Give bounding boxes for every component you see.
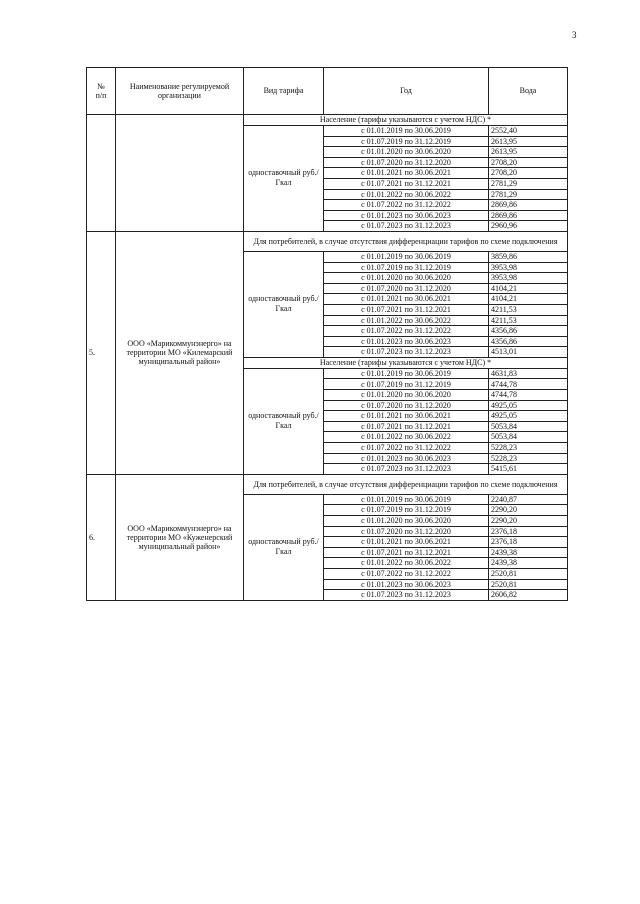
water-value-cell: 2240,87 <box>489 494 568 505</box>
period-cell: с 01.01.2021 по 30.06.2021 <box>324 294 489 305</box>
row-number-cell: 5. <box>87 231 116 474</box>
period-cell: с 01.07.2023 по 31.12.2023 <box>324 464 489 475</box>
header-num: № п/п <box>87 68 116 115</box>
period-cell: с 01.01.2021 по 30.06.2021 <box>324 537 489 548</box>
section-population: Население (тарифы указываются с учетом НДС) * <box>244 115 568 126</box>
water-value-cell: 2781,29 <box>489 178 568 189</box>
tariff-table <box>86 67 568 601</box>
period-cell: с 01.07.2021 по 31.12.2021 <box>324 421 489 432</box>
period-cell: с 01.01.2023 по 30.06.2023 <box>324 336 489 347</box>
period-cell: с 01.07.2022 по 31.12.2022 <box>324 443 489 454</box>
org-name-cell: ООО «Марикоммунэнерго» на территории МО «Куженерский муниципальный район» <box>116 474 244 600</box>
water-value-cell: 3953,98 <box>489 262 568 273</box>
period-cell: с 01.07.2022 по 31.12.2022 <box>324 568 489 579</box>
section-row <box>87 115 568 126</box>
water-value-cell: 4513,01 <box>489 347 568 358</box>
period-cell: с 01.01.2021 по 30.06.2021 <box>324 411 489 422</box>
water-value-cell: 4211,53 <box>489 304 568 315</box>
header-year: Год <box>324 68 489 115</box>
org-name-cell <box>116 115 244 232</box>
water-value-cell: 2376,18 <box>489 526 568 537</box>
header-water: Вода <box>489 68 568 115</box>
water-value-cell: 4356,86 <box>489 326 568 337</box>
period-cell: с 01.01.2020 по 30.06.2020 <box>324 147 489 158</box>
period-cell: с 01.01.2022 по 30.06.2022 <box>324 315 489 326</box>
water-value-cell: 4631,83 <box>489 368 568 379</box>
water-value-cell: 2708,20 <box>489 168 568 179</box>
period-cell: с 01.01.2019 по 30.06.2019 <box>324 368 489 379</box>
water-value-cell: 2869,86 <box>489 200 568 211</box>
water-value-cell: 2606,82 <box>489 590 568 601</box>
water-value-cell: 4925,05 <box>489 411 568 422</box>
water-value-cell: 2552,40 <box>489 126 568 137</box>
period-cell: с 01.01.2022 по 30.06.2022 <box>324 432 489 443</box>
period-cell: с 01.07.2020 по 31.12.2020 <box>324 283 489 294</box>
period-cell: с 01.01.2020 по 30.06.2020 <box>324 390 489 401</box>
row-number-cell: 6. <box>87 474 116 600</box>
water-value-cell: 4104,21 <box>489 283 568 294</box>
water-value-cell: 5415,61 <box>489 464 568 475</box>
water-value-cell: 5228,23 <box>489 443 568 454</box>
water-value-cell: 2376,18 <box>489 537 568 548</box>
tariff-type-cell: одноставочный руб./Гкал <box>244 126 324 232</box>
water-value-cell: 2439,38 <box>489 558 568 569</box>
period-cell: с 01.07.2020 по 31.12.2020 <box>324 157 489 168</box>
period-cell: с 01.01.2022 по 30.06.2022 <box>324 558 489 569</box>
period-cell: с 01.07.2022 по 31.12.2022 <box>324 200 489 211</box>
section-consumers: Для потребителей, в случае отсутствия дифференциации тарифов по схеме подключения <box>244 474 568 494</box>
section-row <box>87 474 568 494</box>
period-cell: с 01.07.2023 по 31.12.2023 <box>324 590 489 601</box>
water-value-cell: 2439,38 <box>489 547 568 558</box>
water-value-cell: 4744,78 <box>489 390 568 401</box>
water-value-cell: 2613,95 <box>489 136 568 147</box>
period-cell: с 01.01.2023 по 30.06.2023 <box>324 210 489 221</box>
header-org: Наименование регулируемой организации <box>116 68 244 115</box>
water-value-cell: 5053,84 <box>489 421 568 432</box>
water-value-cell: 4925,05 <box>489 400 568 411</box>
tariff-type-cell: одноставочный руб./Гкал <box>244 251 324 357</box>
period-cell: с 01.01.2022 по 30.06.2022 <box>324 189 489 200</box>
water-value-cell: 5228,23 <box>489 453 568 464</box>
water-value-cell: 3859,86 <box>489 251 568 262</box>
water-value-cell: 4104,21 <box>489 294 568 305</box>
water-value-cell: 2613,95 <box>489 147 568 158</box>
water-value-cell: 2869,86 <box>489 210 568 221</box>
period-cell: с 01.07.2021 по 31.12.2021 <box>324 178 489 189</box>
org-name-cell: ООО «Марикоммунэнерго» на территории МО «Килемарский муниципальный район» <box>116 231 244 474</box>
tariff-type-cell: одноставочный руб./Гкал <box>244 368 324 474</box>
page-number: 3 <box>572 30 577 40</box>
water-value-cell: 2290,20 <box>489 505 568 516</box>
table-header-row <box>87 68 568 115</box>
water-value-cell: 2708,20 <box>489 157 568 168</box>
water-value-cell: 2960,96 <box>489 221 568 232</box>
period-cell: с 01.07.2022 по 31.12.2022 <box>324 326 489 337</box>
tariff-type-cell: одноставочный руб./Гкал <box>244 494 324 600</box>
period-cell: с 01.01.2023 по 30.06.2023 <box>324 579 489 590</box>
water-value-cell: 3953,98 <box>489 273 568 284</box>
period-cell: с 01.07.2020 по 31.12.2020 <box>324 400 489 411</box>
period-cell: с 01.01.2019 по 30.06.2019 <box>324 494 489 505</box>
period-cell: с 01.01.2019 по 30.06.2019 <box>324 251 489 262</box>
table-body <box>87 115 568 601</box>
period-cell: с 01.07.2019 по 31.12.2019 <box>324 505 489 516</box>
water-value-cell: 2520,81 <box>489 579 568 590</box>
period-cell: с 01.07.2023 по 31.12.2023 <box>324 221 489 232</box>
section-population: Население (тарифы указываются с учетом НДС) * <box>244 357 568 368</box>
period-cell: с 01.01.2020 по 30.06.2020 <box>324 273 489 284</box>
period-cell: с 01.07.2021 по 31.12.2021 <box>324 304 489 315</box>
water-value-cell: 4211,53 <box>489 315 568 326</box>
period-cell: с 01.01.2020 по 30.06.2020 <box>324 516 489 527</box>
period-cell: с 01.07.2020 по 31.12.2020 <box>324 526 489 537</box>
period-cell: с 01.07.2019 по 31.12.2019 <box>324 262 489 273</box>
period-cell: с 01.01.2023 по 30.06.2023 <box>324 453 489 464</box>
header-tariff-type: Вид тарифа <box>244 68 324 115</box>
section-row <box>87 231 568 251</box>
water-value-cell: 5053,84 <box>489 432 568 443</box>
water-value-cell: 2520,81 <box>489 568 568 579</box>
period-cell: с 01.01.2021 по 30.06.2021 <box>324 168 489 179</box>
period-cell: с 01.07.2019 по 31.12.2019 <box>324 379 489 390</box>
period-cell: с 01.07.2021 по 31.12.2021 <box>324 547 489 558</box>
water-value-cell: 2781,29 <box>489 189 568 200</box>
water-value-cell: 4744,78 <box>489 379 568 390</box>
period-cell: с 01.01.2019 по 30.06.2019 <box>324 126 489 137</box>
row-number-cell <box>87 115 116 232</box>
water-value-cell: 4356,86 <box>489 336 568 347</box>
period-cell: с 01.07.2023 по 31.12.2023 <box>324 347 489 358</box>
period-cell: с 01.07.2019 по 31.12.2019 <box>324 136 489 147</box>
section-consumers: Для потребителей, в случае отсутствия дифференциации тарифов по схеме подключения <box>244 231 568 251</box>
water-value-cell: 2290,20 <box>489 516 568 527</box>
